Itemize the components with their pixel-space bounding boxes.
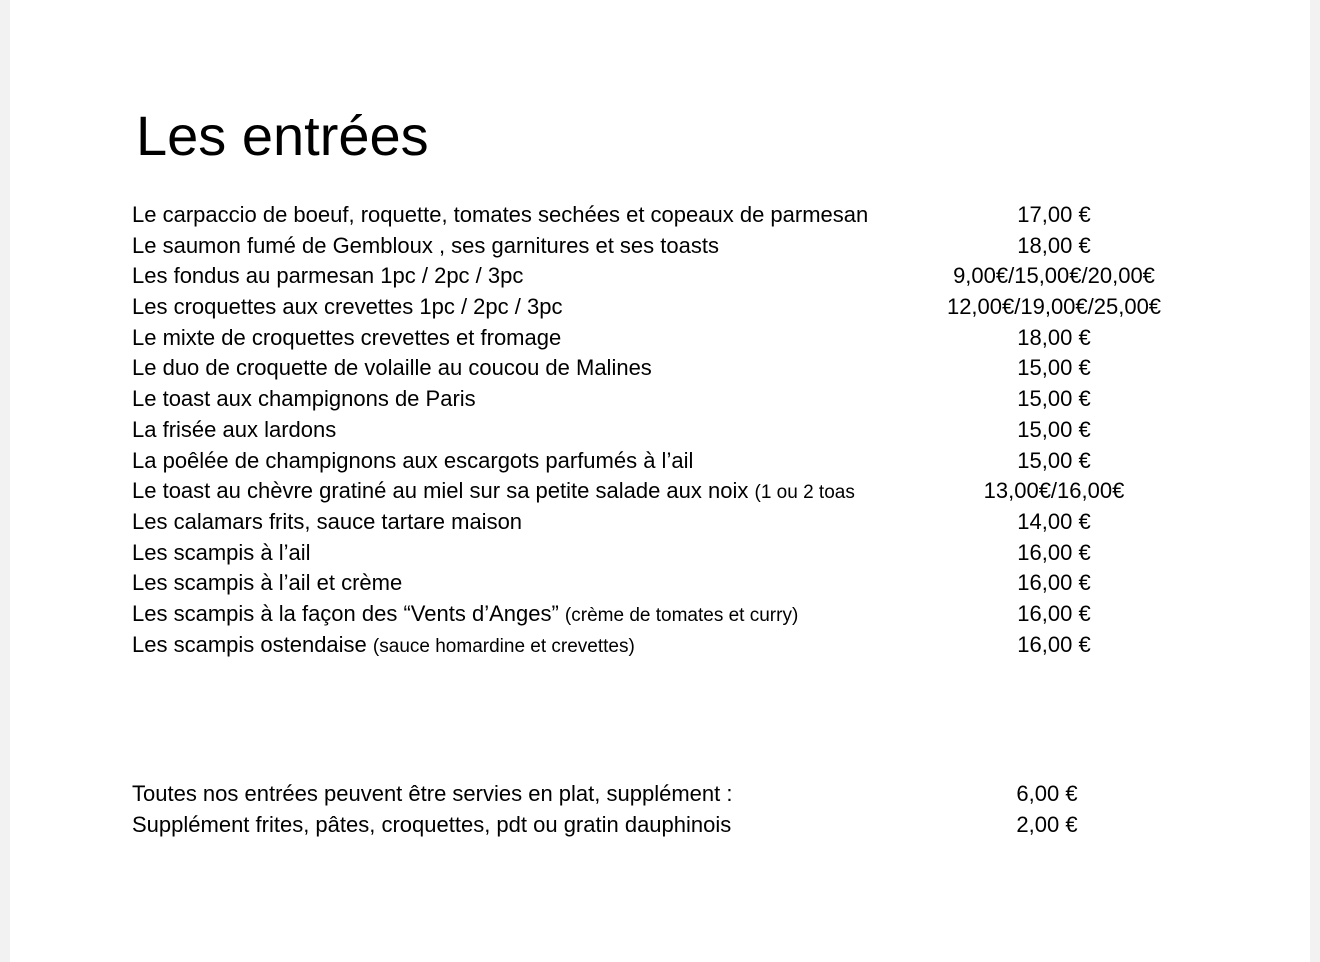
- menu-item-price: 18,00 €: [1017, 324, 1091, 350]
- menu-item-price: 15,00 €: [1017, 416, 1091, 442]
- menu-item: [132, 200, 1232, 231]
- menu-item-name: Le saumon fumé de Gembloux , ses garnitures et ses toasts: [132, 232, 719, 258]
- menu-item-price: 16,00 €: [1017, 600, 1091, 626]
- menu-item: [132, 568, 1232, 599]
- menu-item-name: Les croquettes aux crevettes 1pc / 2pc / 3pc: [132, 294, 563, 320]
- menu-item: [132, 599, 1232, 630]
- menu-item-name: Les scampis ostendaise (sauce homardine et crevettes): [132, 631, 635, 657]
- menu-item: [132, 476, 1232, 507]
- menu-item-name: La poêlée de champignons aux escargots parfumés à l’ail: [132, 447, 694, 473]
- supplements-list: [132, 779, 1232, 840]
- supplement-name: Toutes nos entrées peuvent être servies en plat, supplément :: [132, 781, 733, 806]
- menu-item-note: (crème de tomates et curry): [564, 604, 799, 626]
- menu-item-name: Le toast au chèvre gratiné au miel sur sa petite salade aux noix (1 ou 2 toas: [132, 478, 855, 504]
- menu-item-note: (1 ou 2 toas: [754, 482, 855, 504]
- menu-item-note: (sauce homardine et crevettes): [372, 635, 635, 657]
- menu-item: [132, 323, 1232, 354]
- menu-item: [132, 231, 1232, 262]
- menu-item-name: Les fondus au parmesan 1pc / 2pc / 3pc: [132, 263, 524, 289]
- menu-item-price: 16,00 €: [1017, 570, 1091, 596]
- menu-item: [132, 261, 1232, 292]
- menu-item-price: 17,00 €: [1017, 202, 1091, 227]
- menu-item-name: Le mixte de croquettes crevettes et fromage: [132, 324, 562, 350]
- menu-item: [132, 384, 1232, 415]
- menu-item-name: Le carpaccio de boeuf, roquette, tomates sechées et copeaux de parmesan: [132, 202, 869, 227]
- menu-item-price: 15,00 €: [1017, 355, 1091, 381]
- supplement-price: 2,00 €: [1016, 811, 1078, 837]
- menu-item: [132, 507, 1232, 538]
- menu-item: [132, 630, 1232, 661]
- supplement-price: 6,00 €: [1016, 781, 1078, 806]
- menu-item-price: 15,00 €: [1017, 386, 1091, 412]
- menu-item: [132, 292, 1232, 323]
- supplement-item: [132, 810, 1232, 841]
- menu-item: [132, 415, 1232, 446]
- menu-item: [132, 538, 1232, 569]
- menu-item: [132, 353, 1232, 384]
- menu-item-price: 16,00 €: [1017, 631, 1091, 657]
- menu-item-price: 9,00€/15,00€/20,00€: [953, 263, 1155, 289]
- menu-item-price: 18,00 €: [1017, 232, 1091, 258]
- menu-item-price: 14,00 €: [1017, 508, 1091, 534]
- menu-item-price: 13,00€/16,00€: [983, 478, 1125, 504]
- menu-item-price: 12,00€/19,00€/25,00€: [946, 294, 1162, 320]
- menu-item-name: Les scampis à l’ail et crème: [132, 570, 403, 596]
- menu-items-list: [132, 200, 1232, 660]
- menu-page: [10, 0, 1310, 962]
- menu-item-price: 15,00 €: [1017, 447, 1091, 473]
- menu-item-name: Les scampis à la façon des “Vents d’Anges” (crème de tomates et curry): [132, 600, 799, 626]
- menu-item-price: 16,00 €: [1017, 539, 1091, 565]
- menu-item-name: La frisée aux lardons: [132, 416, 337, 442]
- page-title: Les entrées: [136, 104, 429, 167]
- menu-item-name: Le toast aux champignons de Paris: [132, 386, 476, 412]
- menu-item: [132, 446, 1232, 477]
- menu-item-name: Le duo de croquette de volaille au coucou de Malines: [132, 355, 652, 381]
- supplement-item: [132, 779, 1232, 810]
- menu-item-name: Les calamars frits, sauce tartare maison: [132, 508, 523, 534]
- supplement-name: Supplément frites, pâtes, croquettes, pdt ou gratin dauphinois: [132, 811, 732, 837]
- menu-item-name: Les scampis à l’ail: [132, 539, 311, 565]
